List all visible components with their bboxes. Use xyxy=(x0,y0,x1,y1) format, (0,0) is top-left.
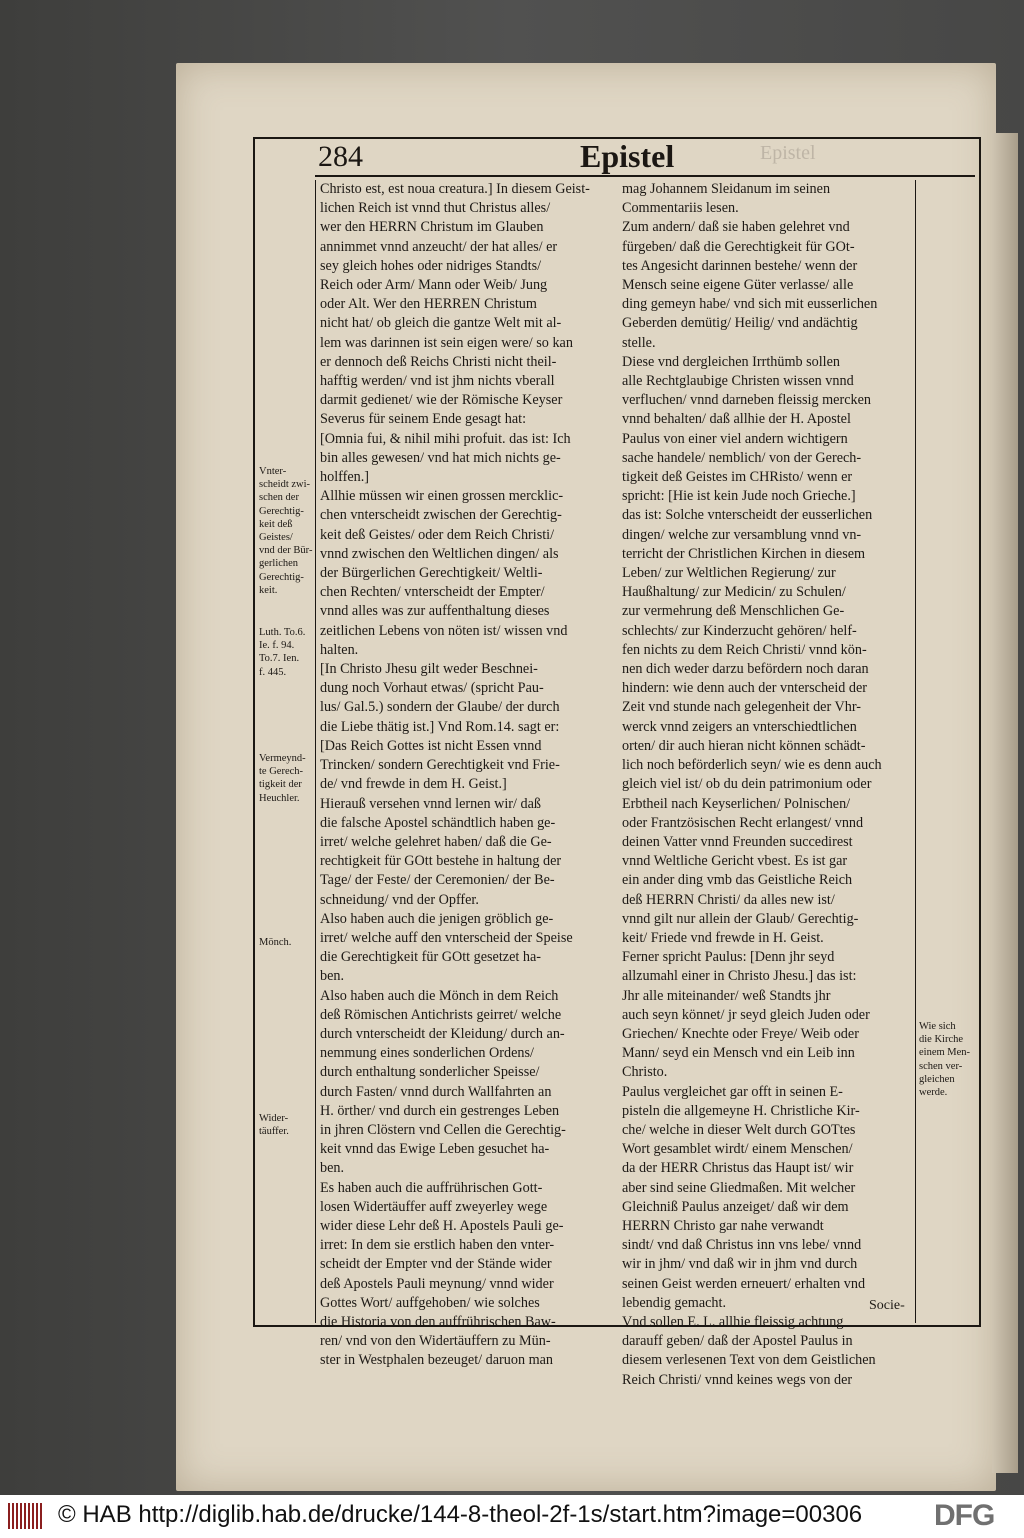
margin-note-luther-ref: Luth. To.6. Ie. f. 94. To.7. Ien. f. 445. xyxy=(259,627,306,678)
footer-bar xyxy=(0,1495,1024,1538)
barcode-icon xyxy=(8,1503,42,1529)
catchword: Socie- xyxy=(869,1298,905,1313)
show-through-text: Epistel xyxy=(760,142,816,164)
header-rule xyxy=(315,175,975,177)
dfg-logo: DFG xyxy=(934,1499,995,1532)
margin-note-kirche: Wie sich die Kirche einem Men- schen ver- gleichen werde. xyxy=(919,1021,971,1099)
margin-note-heuchler: Vermeynd- te Gerech- tigkeit der Heuchler. xyxy=(259,753,306,804)
text-column-left: Christo est, est noua creatura.] In diesem Geist- lichen Reich ist vnnd thut Christus alles/ wer den HERRN Christum im Glauben annimmet vnnd anzeucht/ der hat alles/ er sey gleich hohes oder nidriges Standts/ Reich oder Arm/ Mann oder Weib/ Jung oder Alt. Wer den HERREN Christum nicht hat/ ob gleich die gantze Welt mit al- lem was darinnen ist sein eigen were/ so kan er dennoch deß Reichs Christi nicht theil- hafftig werden/ vnd ist jhm nichts vberall darmit gedienet/ wie der Römische Keyser Severus für seinem Ende gesagt hat: [Omnia fui, & nihil mihi profuit. das ist: Ich bin alles gewesen/ vnd hat mich nichts ge- holffen.] Allhie müssen wir einen grossen mercklic- chen vnterscheidt zwischen der Gerechtig- keit deß Geistes/ oder dem Reich Christi/ vnnd zwischen den Weltlichen dingen/ als der Bürgerlichen Gerechtigkeit/ Weltli- chen Rechten/ vnterscheidt der Empter/ vnnd alles was zur auffenthaltung dieses zeitlichen Lebens von nöten ist/ wissen vnd halten. [In Christo Jhesu gilt weder Beschnei- dung noch Vorhaut etwas/ (spricht Pau- lus/ Gal.5.) sondern der Glaube/ der durch die Liebe thätig ist.] Vnd Rom.14. sagt er: [Das Reich Gottes ist nicht Essen vnnd Trincken/ sondern Gerechtigkeit vnd Frie- de/ vnd frewde in dem H. Geist.] Hierauß versehen vnnd lernen wir/ daß die falsche Apostel schändtlich haben ge- irret/ welche gelehret haben/ daß die Ge- rechtigkeit für GOtt bestehe in haltung der Tage/ der Feste/ der Ceremonien/ der Be- schneidung/ vnd der Opffer. Also haben auch die jenigen gröblich ge- irret/ welche auff den vnterscheid der Speise die Gerechtigkeit für GOtt gesetzet ha- ben. Also haben auch die Mönch in dem Reich deß Römischen Antichrists geirret/ welche durch vnterscheidt der Kleidung/ durch an- nemmung eines sonderlichen Ordens/ durch enthaltung sonderlicher Speisse/ durch Fasten/ vnnd durch Wallfahrten an H. örther/ vnd durch ein gestrenges Leben in jhren Clöstern vnd Cellen die Gerechtig- keit vnnd das Ewige Leben gesuchet ha- ben. Es haben auch die auffrührischen Gott- losen Widertäuffer auff zweyerley wege wider diese Lehr deß H. Apostels Pauli ge- irret: In dem sie erstlich haben den vnter- scheidt der Empter vnd der Stände wider deß Apostels Pauli meynung/ vnnd wider Gottes Wort/ auffgehoben/ wie solches die Historia von den auffrührischen Baw- ren/ vnd von den Widertäuffern zu Mün- ster in Westphalen bezeuget/ daruon man xyxy=(320,181,590,1369)
margin-note-moench: Mönch. xyxy=(259,937,292,948)
page-edge xyxy=(992,133,1018,1473)
margin-rule-left xyxy=(315,180,316,1323)
source-credit[interactable]: © HAB http://diglib.hab.de/drucke/144-8-theol-2f-1s/start.htm?image=00306 xyxy=(58,1501,863,1528)
running-head: Epistel xyxy=(580,138,675,174)
margin-note-unterscheidt: Vnter- scheidt zwi- schen der Gerechtig- keit deß Geistes/ vnd der Bür- gerlichen Gerechtig- keit. xyxy=(259,466,313,596)
margin-note-widertaeuffer: Wider- täuffer. xyxy=(259,1113,289,1138)
page-number: 284 xyxy=(318,140,363,173)
text-column-right: mag Johannem Sleidanum im seinen Commentariis lesen. Zum andern/ daß sie haben gelehret vnd fürgeben/ daß die Gerechtigkeit für GOt- tes Angesicht darinnen bestehe/ wenn der Mensch seine eigene Güter verlasse/ alle ding gemeyn habe/ vnd sich mit eusserlichen Geberden demütig/ Heilig/ vnd andächtig stelle. Diese vnd dergleichen Irrthümb sollen alle Rechtglaubige Christen wissen vnnd verfluchen/ vnnd darneben fleissig mercken vnnd behalten/ daß allhie der H. Apostel Paulus von einer viel andern wichtigern sache handele/ nemblich/ von der Gerech- tigkeit deß Geistes im CHRisto/ wenn er spricht: [Hie ist kein Jude noch Grieche.] das ist: Solche vnterscheidt der eusserlichen dingen/ welche zur versamblung vnnd vn- terricht der Christlichen Kirchen in diesem Leben/ zur Weltlichen Regierung/ zur Haußhaltung/ zur Medicin/ zu Schulen/ zur vermehrung deß Menschlichen Ge- schlechts/ zur Kinderzucht gehören/ helf- fen nichts zu dem Reich Christi/ vnnd kön- nen dich weder darzu befördern noch daran hindern: wie denn auch der vnterscheid der Zeit vnd stunde nach gelegenheit der Vhr- werck vnnd zeigers an vnterschiedtlichen orten/ dir auch hieran nicht können schädt- lich noch beförderlich seyn/ wie es denn auch gleich viel ist/ ob du dein patrimonium oder Erbtheil nach Keyserlichen/ Polnischen/ oder Frantzösischen Recht erlangest/ vnnd deinen Vatter vnnd Freunden succedirest vnnd Weltliche Gericht vbest. Es ist gar ein ander ding vmb das Geistliche Reich deß HERRN Christi/ da alles new ist/ vnnd gilt nur allein der Glaub/ Gerechtig- keit/ Friede vnd frewde in H. Geist. Ferner spricht Paulus: [Denn jhr seyd allzumahl einer in Christo Jhesu.] das ist: Jhr alle miteinander/ weß Standts jhr auch seyn könnet/ jr seyd gleich Juden oder Griechen/ Knechte oder Freye/ Weib oder Mann/ seyd ein Mensch vnd ein Leib inn Christo. Paulus vergleichet gar offt in seinen E- pisteln die allgemeyne H. Christliche Kir- che/ welche in dieser Welt durch GOTtes Wort gesamblet wirdt/ einem Menschen/ da der HERR Christus das Haupt ist/ wir aber sind seine Gliedmaßen. Mit welcher Gleichniß Paulus anzeiget/ daß wir dem HERRN Christo gar nahe verwandt sindt/ vnd daß Christus inn vns lebe/ vnnd wir in jhm/ vnd daß wir in jhm vnd durch seinen Geist werden erneuert/ erhalten vnd lebendig gemacht. Vnd sollen E. L. allhie fleissig achtung darauff geben/ daß der Apostel Paulus in diesem verlesenen Text von dem Geistlichen Reich Christi/ vnnd keines wegs von der xyxy=(622,181,882,1388)
margin-rule-right xyxy=(915,180,916,1323)
